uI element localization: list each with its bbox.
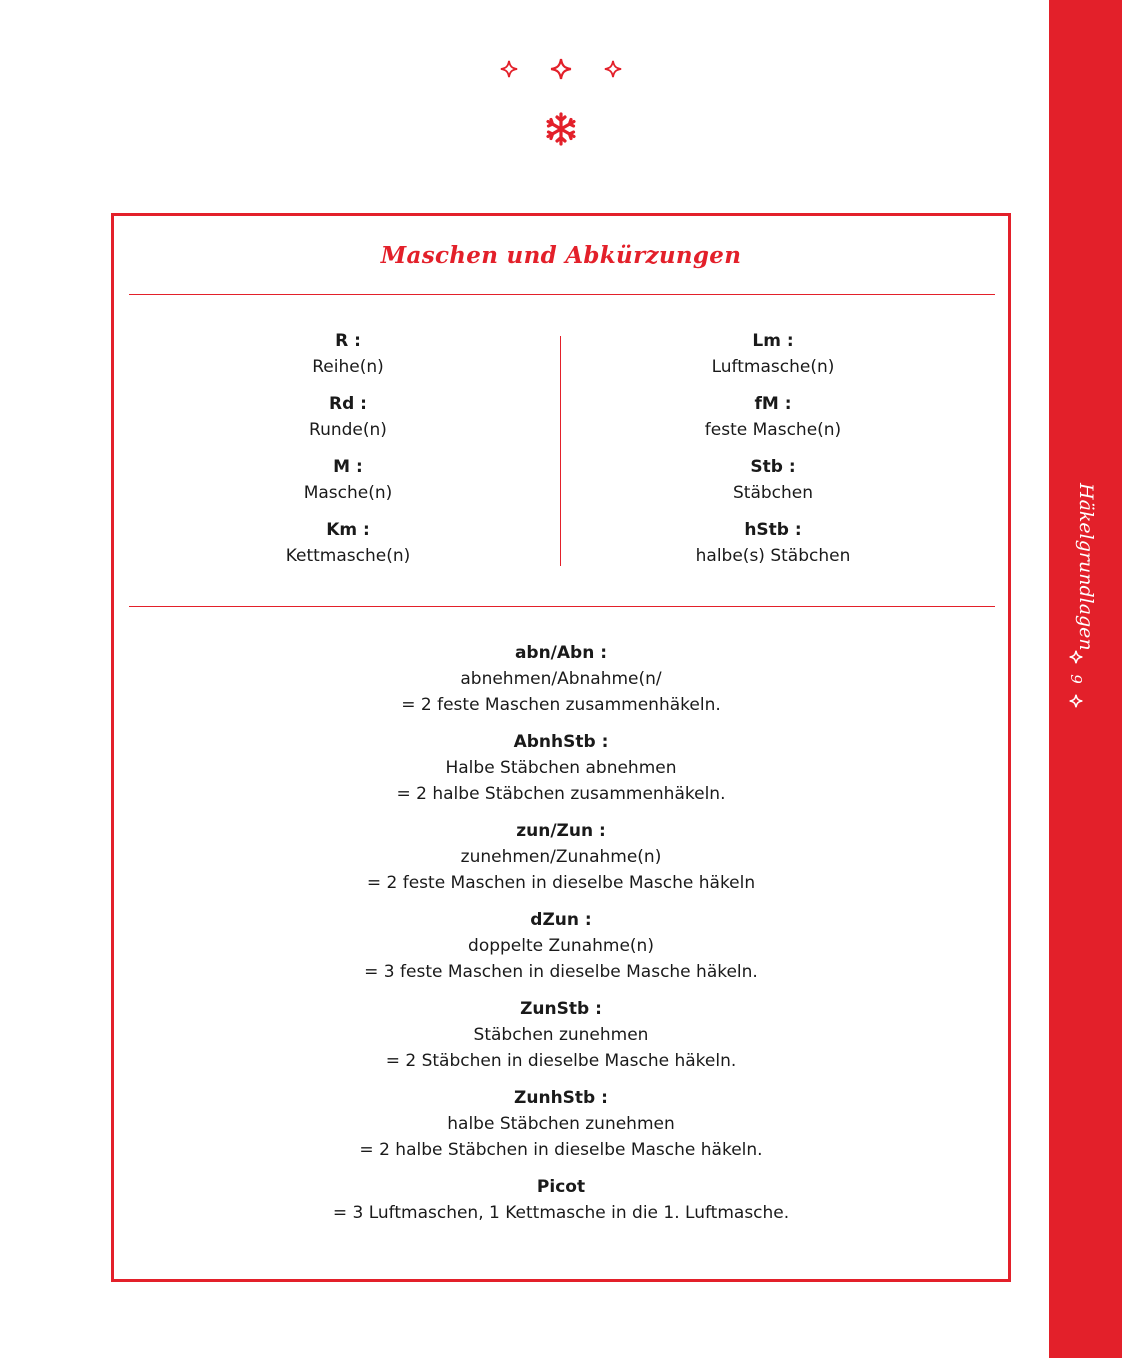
abbreviation: zun/Zun : <box>516 821 606 841</box>
list-item <box>623 328 923 380</box>
list-item <box>623 391 923 443</box>
abbreviation-meaning: zunehmen/Zunahme(n) <box>460 847 662 867</box>
page-title: Maschen und Abkürzungen <box>380 242 742 269</box>
list-item <box>114 818 1008 896</box>
list-item <box>198 454 498 506</box>
list-item <box>114 1085 1008 1163</box>
bottom-list <box>114 640 1008 1237</box>
abbreviation-note: = 2 halbe Stäbchen zusammenhäkeln. <box>396 784 726 804</box>
abbreviation: ZunStb : <box>520 999 602 1019</box>
abbreviation-note: = 2 feste Maschen in dieselbe Masche häkeln <box>366 873 756 893</box>
list-item <box>623 454 923 506</box>
abbreviation-meaning: Masche(n) <box>303 483 393 503</box>
abbreviation-meaning: halbe(s) Stäbchen <box>695 546 851 566</box>
list-item <box>198 391 498 443</box>
list-item <box>114 1174 1008 1226</box>
abbreviation: Stb : <box>750 457 796 477</box>
abbreviation-meaning: doppelte Zunahme(n) <box>468 936 654 956</box>
abbreviation-note: = 3 feste Maschen in dieselbe Masche häkeln. <box>364 962 758 982</box>
abbreviation: Rd : <box>329 394 367 414</box>
list-item <box>114 729 1008 807</box>
left-column <box>198 328 498 580</box>
sparkle-icon <box>500 60 518 78</box>
abbreviation: abn/Abn : <box>514 643 608 663</box>
column-divider <box>560 336 561 566</box>
divider <box>129 606 995 607</box>
abbreviation-note: = 2 feste Maschen zusammenhäkeln. <box>401 695 721 715</box>
abbreviation-meaning: Kettmasche(n) <box>285 546 411 566</box>
abbreviation: M : <box>333 457 363 477</box>
sparkle-icon <box>1069 650 1083 664</box>
abbreviation: Lm : <box>752 331 794 351</box>
sparkle-icon <box>550 58 572 80</box>
divider <box>129 294 995 295</box>
abbreviation: dZun : <box>530 910 592 930</box>
page-number: 9 <box>1066 674 1085 684</box>
list-item <box>198 328 498 380</box>
decorative-stars <box>500 56 622 82</box>
chapter-title-text: Häkelgrundlagen <box>1075 483 1097 651</box>
abbreviation-meaning: Reihe(n) <box>312 357 384 377</box>
sparkle-icon <box>604 60 622 78</box>
abbreviation-meaning: halbe Stäbchen zunehmen <box>447 1114 675 1134</box>
abbreviation-meaning: Stäbchen <box>732 483 814 503</box>
abbreviation-meaning: Halbe Stäbchen abnehmen <box>445 758 677 778</box>
list-item <box>114 640 1008 718</box>
abbreviation: Picot <box>536 1177 586 1197</box>
abbreviation-note: = 3 Luftmaschen, 1 Kettmasche in die 1. Luftmasche. <box>332 1203 790 1223</box>
abbreviation: ZunhStb : <box>514 1088 608 1108</box>
page-number-block <box>1062 650 1090 708</box>
snowflake-icon <box>544 112 578 146</box>
abbreviation-meaning: feste Masche(n) <box>704 420 842 440</box>
list-item <box>114 907 1008 985</box>
list-item <box>198 517 498 569</box>
abbreviation: hStb : <box>744 520 802 540</box>
chapter-title <box>1071 483 1101 651</box>
list-item <box>623 517 923 569</box>
abbreviation: R : <box>335 331 361 351</box>
abbreviation-meaning: Luftmasche(n) <box>711 357 835 377</box>
right-column <box>623 328 923 580</box>
abbreviation-meaning: Stäbchen zunehmen <box>473 1025 649 1045</box>
sparkle-icon <box>1069 694 1083 708</box>
abbreviation-meaning: Runde(n) <box>309 420 387 440</box>
abbreviation-meaning: abnehmen/Abnahme(n/ <box>460 669 662 689</box>
abbreviations-box <box>111 213 1011 1282</box>
abbreviation-note: = 2 Stäbchen in dieselbe Masche häkeln. <box>385 1051 737 1071</box>
abbreviation: AbnhStb : <box>513 732 609 752</box>
abbreviation-note: = 2 halbe Stäbchen in dieselbe Masche häkeln. <box>359 1140 763 1160</box>
abbreviation: Km : <box>326 520 370 540</box>
abbreviation: fM : <box>754 394 792 414</box>
list-item <box>114 996 1008 1074</box>
